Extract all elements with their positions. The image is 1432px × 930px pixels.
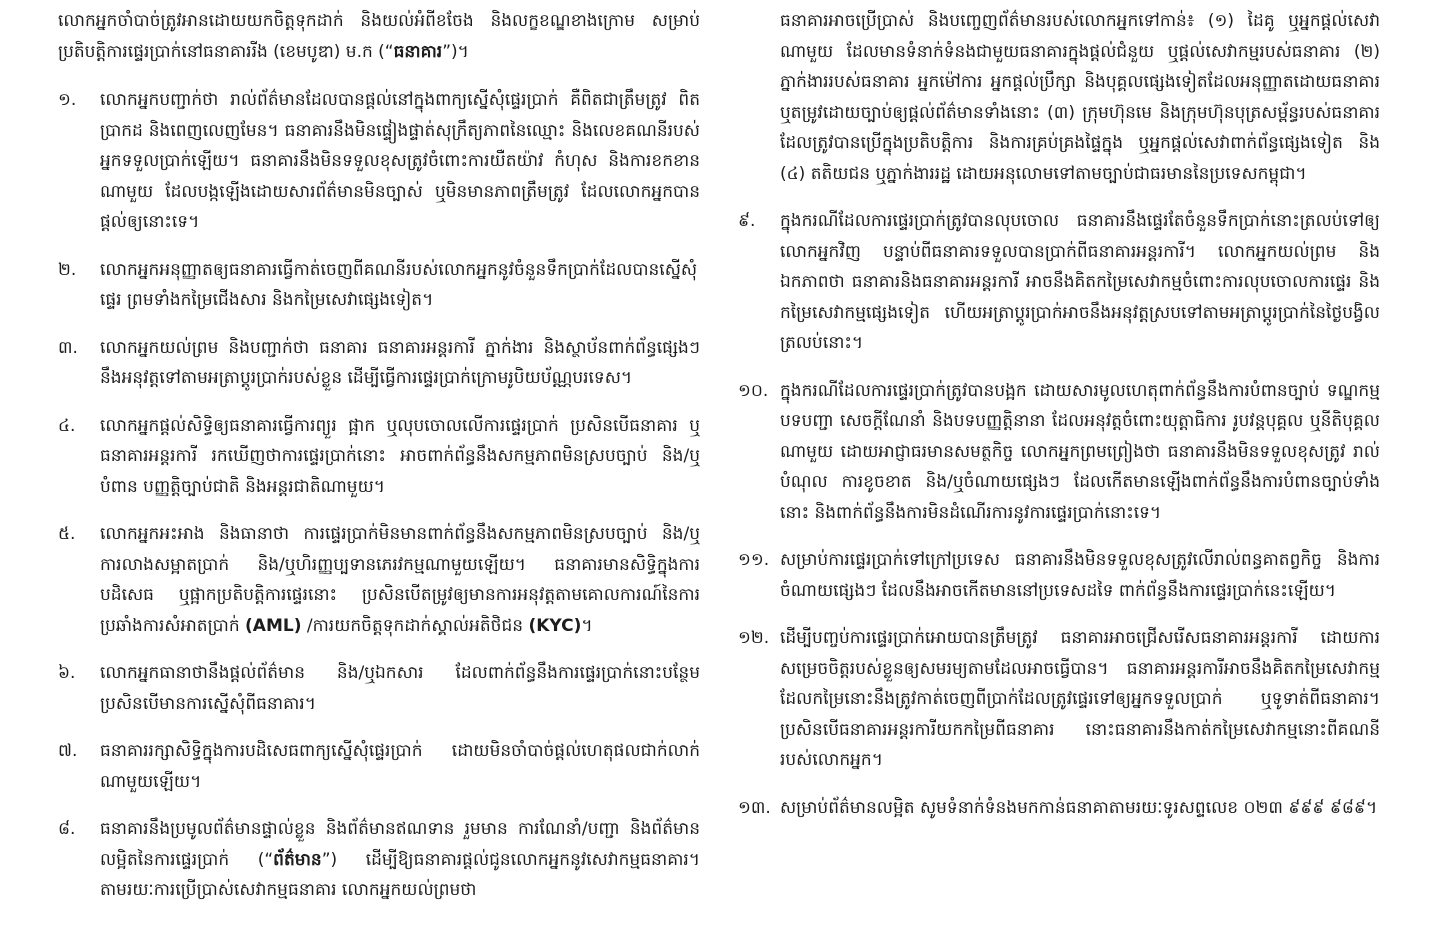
aml-term: (AML) xyxy=(245,615,302,636)
clause-number: ១. xyxy=(58,90,77,110)
clause-text: សម្រាប់ការផ្ទេរប្រាក់ទៅក្រៅប្រទេស ធនាគារនឹងមិនទទួលខុសត្រូវលើរាល់ពន្ធគាតព្វកិច្ច និងការចំណាយផ្សេងៗ ដែលនឹងអាចកើតមាននៅប្រទេសដទៃ ពាក់ព័ន្ធនឹងការផ្ទេរប្រាក់នេះឡើយ។ xyxy=(780,550,1380,601)
clause-text: ក្នុងករណីដែលការផ្ទេរប្រាក់ត្រូវបានលុបចោល ធនាគារនឹងផ្ទេរតែចំនួនទឹកប្រាក់នោះត្រលប់ទៅឲ្យលោកអ្នកវិញ បន្ទាប់ពីធនាគារទទួលបានប្រាក់ពីធនាគារអន្តរការី។ លោកអ្នកយល់ព្រម និងឯកភាពថា ធនាគារនិងធនាគារអន្តរការី អាចនឹងគិតកម្រៃសេវាកម្មចំពោះការលុបចោលការផ្ទេរ និងកម្រៃសេវាកម្មផ្សេងទៀត ហើយអត្រាប្តូរប្រាក់អាចនឹងអនុវត្តស្របទៅតាមអត្រាប្តូរប្រាក់នៃថ្ងៃបង្វិលត្រលប់នោះ។ xyxy=(780,211,1380,353)
intro-paragraph: លោកអ្នកចាំបាច់ត្រូវអានដោយយកចិត្តទុកដាក់ និងយល់អំពីខចែង និងលក្ខខណ្ឌខាងក្រោម សម្រាប់ប្រតិបត្តិការផ្ទេរប្រាក់នៅធនាគាររីង (ខេមបូឌា) ម.ក (“ធនាគារ”)។ xyxy=(58,11,700,62)
right-column xyxy=(738,6,1380,840)
clause-number: ៥. xyxy=(58,524,76,544)
clause-number: ៩. xyxy=(738,211,756,231)
clause-number: ១២. xyxy=(738,628,770,648)
clause-12 xyxy=(738,623,1380,776)
clause-number: ២. xyxy=(58,259,77,280)
clause-number: ៤. xyxy=(58,415,76,436)
kyc-term: (KYC) xyxy=(528,615,582,636)
clause-6 xyxy=(58,658,700,719)
clause-number: ៦. xyxy=(58,663,76,683)
clause-9 xyxy=(738,206,1380,359)
clause-1 xyxy=(58,85,700,238)
clause-7 xyxy=(58,736,700,797)
clause-text: លោកអ្នកអនុញ្ញាតឲ្យធនាគារធ្វើកាត់ចេញពីគណនីរបស់លោកអ្នកនូវចំនួនទឹកប្រាក់ដែលបានស្នើសុំផ្ទេរ ព្រមទាំងកម្រៃជើងសារ និងកម្រៃសេវាផ្សេងទៀត។ xyxy=(100,259,698,310)
clause-number: ១១. xyxy=(738,550,770,570)
clause-text: លោកអ្នកធានាថានឹងផ្តល់ព័ត៌មាន និង/ឬឯកសារ ដែលពាក់ព័ន្ធនឹងការផ្ទេរប្រាក់នោះបន្ថែម ប្រសិនបើមានការស្នើសុំពីធនាគារ។ xyxy=(100,663,700,714)
clause-3 xyxy=(58,333,700,394)
clause-text: ក្នុងករណីដែលការផ្ទេរប្រាក់ត្រូវបានបង្អក ដោយសារមូលហេតុពាក់ព័ន្ធនឹងការបំពានច្បាប់ ទណ្ឌកម្ម បទបញ្ជា សេចក្តីណែនាំ និងបទបញ្ញត្តិនានា ដែលអនុវត្តចំពោះយុត្តាធិការ រូបវន្តបុគ្គល ឬនីតិបុគ្គលណាមួយ ដោយអាជ្ញាធរមានសមត្ថកិច្ច លោកអ្នកព្រមព្រៀងថា ធនាគារនឹងមិនទទួលខុសត្រូវ រាល់បំណុល ការខូចខាត និង/ឬចំណាយផ្សេងៗ ដែលកើតមានឡើងពាក់ព័ន្ធនឹងការបំពានច្បាប់ទាំងនោះ និងពាក់ព័ន្ធនឹងការមិនដំណើរការនូវការផ្ទេរប្រាក់នោះទេ។ xyxy=(780,380,1380,523)
clause-number: ៨. xyxy=(58,819,76,839)
clause-13 xyxy=(738,793,1380,824)
clause-11 xyxy=(738,545,1380,606)
clause-text: ដើម្បីបញ្ចប់ការផ្ទេរប្រាក់អោយបានត្រឹមត្រូវ ធនាគារអាចជ្រើសរើសធនាគារអន្តរការី ដោយការសម្រេចចិត្តរបស់ខ្លួនឲ្យសមរម្យតាមដែលអាចធ្វើបាន។ ធនាគារអន្តរការីអាចនឹងគិតកម្រៃសេវាកម្ម ដែលកម្រៃនោះនឹងត្រូវកាត់ចេញពីប្រាក់ដែលត្រូវផ្ទេរទៅឲ្យអ្នកទទួលប្រាក់ ឬទូទាត់ពីធនាគារ។ ប្រសិនបើធនាគារអន្តរការីយកកម្រៃពីធនាគារ នោះធនាគារនឹងកាត់កម្រៃសេវាកម្មនោះពីគណនីរបស់លោកអ្នក។ xyxy=(780,628,1380,770)
clause-number: ១៣. xyxy=(738,797,771,818)
bank-defined-term: ធនាគារ xyxy=(393,41,443,62)
clause-8 xyxy=(58,814,700,906)
clause-2 xyxy=(58,255,700,316)
clause-text: លោកអ្នកបញ្ជាក់ថា រាល់ព័ត៌មានដែលបានផ្តល់នៅក្នុងពាក្យស្នើសុំផ្ទេរប្រាក់ គឺពិតជាត្រឹមត្រូវ ពិតប្រាកដ និងពេញលេញមែន។ ធនាគារនឹងមិនផ្ទៀងផ្ទាត់សុក្រឹត្យភាពនៃឈ្មោះ និងលេខគណនីរបស់អ្នកទទួលប្រាក់ឡើយ។ ធនាគារនឹងមិនទទួលខុសត្រូវចំពោះការយឺតយ៉ាវ កំហុស និងការខកខានណាមួយ ដែលបង្កឡើងដោយសារព័ត៌មានមិនច្បាស់ ឬមិនមានភាពត្រឹមត្រូវ ដែលលោកអ្នកបានផ្តល់ឲ្យនោះទេ។ xyxy=(100,90,700,232)
clause-number: ១០. xyxy=(738,380,769,401)
clause-text: ធនាគារនឹងប្រមូលព័ត៌មានផ្ទាល់ខ្លួន និងព័ត៌មានឥណទាន រួមមាន ការណែនាំ/បញ្ជា និងព័ត៌មានលម្អិតនៃការផ្ទេរប្រាក់ (“ព័ត៌មាន”) ដើម្បីឱ្យធនាគារផ្តល់ជូនលោកអ្នកនូវសេវាកម្មធនាគារ។ តាមរយៈការប្រើប្រាស់សេវាកម្មធនាគារ លោកអ្នកយល់ព្រមថា xyxy=(100,819,700,900)
clause-text: សម្រាប់ព័ត៌មានលម្អិត សូមទំនាក់ទំនងមកកាន់ធនាគាតាមរយៈទូរសព្ទលេខ ០២៣ ៩៩៩ ៩៨៩។ xyxy=(780,797,1378,818)
clause-text: ធនាគាររក្សាសិទ្ធិក្នុងការបដិសេធពាក្យស្នើសុំផ្ទេរប្រាក់ ដោយមិនចាំបាច់ផ្តល់ហេតុផលជាក់លាក់ណាមួយឡើយ។ xyxy=(100,741,700,792)
clause-text: លោកអ្នកផ្តល់សិទ្ធិឲ្យធនាគារធ្វើការព្យួរ ផ្អាក ឬលុបចោលលើការផ្ទេរប្រាក់ ប្រសិនបើធនាគារ ឬធនាគារអន្តរការី រកឃើញថាការផ្ទេរប្រាក់នោះ អាចពាក់ព័ន្ធនឹងសកម្មភាពមិនស្របច្បាប់ និង/ឬបំពាន បញ្ញត្តិច្បាប់ជាតិ និងអន្តរជាតិណាមួយ។ xyxy=(100,415,700,497)
clause-4 xyxy=(58,411,700,503)
clause-number: ៧. xyxy=(58,741,78,761)
clause-10 xyxy=(738,376,1380,529)
clause-number: ៣. xyxy=(58,337,78,358)
clause-text: លោកអ្នកអះអាង និងធានាថា ការផ្ទេរប្រាក់មិនមានពាក់ព័ន្ធនឹងសកម្មភាពមិនស្របច្បាប់ និង/ឬ ការលាងសម្អាតប្រាក់ និង/ឬហិរញ្ញប្បទានភេរវកម្មណាមួយឡើយ។ ធនាគារមានសិទ្ធិក្នុងការបដិសេធ ឬផ្អាកប្រតិបត្តិការផ្ទេរនោះ ប្រសិនបើតម្រូវឲ្យមានការអនុវត្តតាមគោលការណ៍នៃការប្រឆាំងការសំអាតប្រាក់ (AML) /ការយកចិត្តទុកដាក់ស្គាល់អតិថិជន (KYC)។ xyxy=(100,524,700,636)
clause-8-continuation: ធនាគារអាចប្រើប្រាស់ និងបញ្ចេញព័ត៌មានរបស់លោកអ្នកទៅកាន់៖ (១) ដៃគូ ឬអ្នកផ្តល់សេវាណាមួយ ដែលមានទំនាក់ទំនងជាមួយធនាគារក្នុងផ្តល់ជំនួយ ឬផ្តល់សេវាកម្មរបស់ធនាគារ (២) ភ្នាក់ងាររបស់ធនាគារ អ្នកម៉ៅការ អ្នកផ្តល់ប្រឹក្សា និងបុគ្គលផ្សេងទៀតដែលអនុញ្ញាតដោយធនាគារ ឬតម្រូវដោយច្បាប់ឲ្យផ្តល់ព័ត៌មានទាំងនោះ (៣) ក្រុមហ៊ុនមេ និងក្រុមហ៊ុនបុត្រសម្ព័ន្ធរបស់ធនាគារ ដែលត្រូវបានប្រើក្នុងប្រតិបត្តិការ និងការគ្រប់គ្រងផ្ទៃក្នុង ឬអ្នកផ្តល់សេវាពាក់ព័ន្ធផ្សេងទៀត និង (៤) តតិយជន ឬភ្នាក់ងាររដ្ឋ ដោយអនុលោមទៅតាមច្បាប់ជាធរមាននៃប្រទេសកម្ពុជា។ xyxy=(780,11,1380,184)
information-defined-term: ព័ត៌មាន xyxy=(273,849,322,870)
clause-5 xyxy=(58,519,700,641)
left-column xyxy=(58,6,700,923)
clause-text: លោកអ្នកយល់ព្រម និងបញ្ជាក់ថា ធនាគារ ធនាគារអន្តរការី ភ្នាក់ងារ និងស្ថាប័នពាក់ព័ន្ធផ្សេងៗ នឹងអនុវត្តទៅតាមអត្រាប្តូរប្រាក់របស់ខ្លួន ដើម្បីធ្វើការផ្ទេរប្រាក់ក្រោមរូបិយប័ណ្ណបរទេស។ xyxy=(100,337,700,388)
